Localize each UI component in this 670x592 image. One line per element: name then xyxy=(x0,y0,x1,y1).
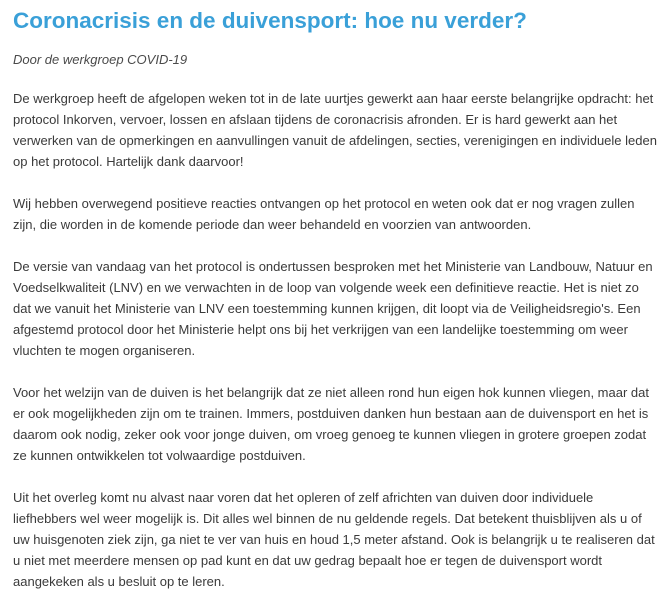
article-title: Coronacrisis en de duivensport: hoe nu verder? xyxy=(13,8,527,33)
article-paragraph: De werkgroep heeft de afgelopen weken tot in de late uurtjes gewerkt aan haar eerste belangrijke opdracht: het protocol Inkorven, vervoer, lossen en afslaan tijdens de coronacrisis afronden. Er is hard gewerkt aan het verwerken van de opmerkingen en aanvullingen vanuit de afdelingen, secties, verenigingen en individuele leden op het protocol. Hartelijk dank daarvoor! xyxy=(13,91,657,169)
article-paragraph: Voor het welzijn van de duiven is het belangrijk dat ze niet alleen rond hun eigen hok kunnen vliegen, maar dat er ook mogelijkheden zijn om te trainen. Immers, postduiven danken hun bestaan aan de duivensport en het is daarom ook nodig, zeker ook voor jonge duiven, om vroeg genoeg te kunnen vliegen in grotere groepen zodat ze kunnen ontwikkelen tot volwaardige postduiven. xyxy=(13,385,649,463)
article-byline: Door de werkgroep COVID-19 xyxy=(13,52,188,67)
article-paragraph: Uit het overleg komt nu alvast naar voren dat het opleren of zelf africhten van duiven door individuele liefhebbers wel weer mogelijk is. Dit alles wel binnen de nu geldende regels. Dat betekent thuisblijven als u of uw huisgenoten ziek zijn, ga niet te ver van huis en houd 1,5 meter afstand. Ook is belangrijk u te realiseren dat u niet met meerdere mensen op pad kunt en dat uw gedrag bepaalt hoe er tegen de duivensport wordt aangekeken als u besluit op te leren. xyxy=(13,490,655,589)
article-paragraph: Wij hebben overwegend positieve reacties ontvangen op het protocol en weten ook dat er nog vragen zullen zijn, die worden in de komende periode dan weer behandeld en voorzien van antwoorden. xyxy=(13,196,635,232)
article-paragraph: De versie van vandaag van het protocol is ondertussen besproken met het Ministerie van Landbouw, Natuur en Voedselkwaliteit (LNV) en we verwachten in de loop van volgende week een definitieve reactie. Het is niet zo dat we vanuit het Ministerie van LNV een toestemming kunnen krijgen, dit loopt via de Veiligheidsregio's. Een afgestemd protocol door het Ministerie helpt ons bij het verkrijgen van een landelijke toestemming om weer vluchten te mogen organiseren. xyxy=(13,259,653,358)
